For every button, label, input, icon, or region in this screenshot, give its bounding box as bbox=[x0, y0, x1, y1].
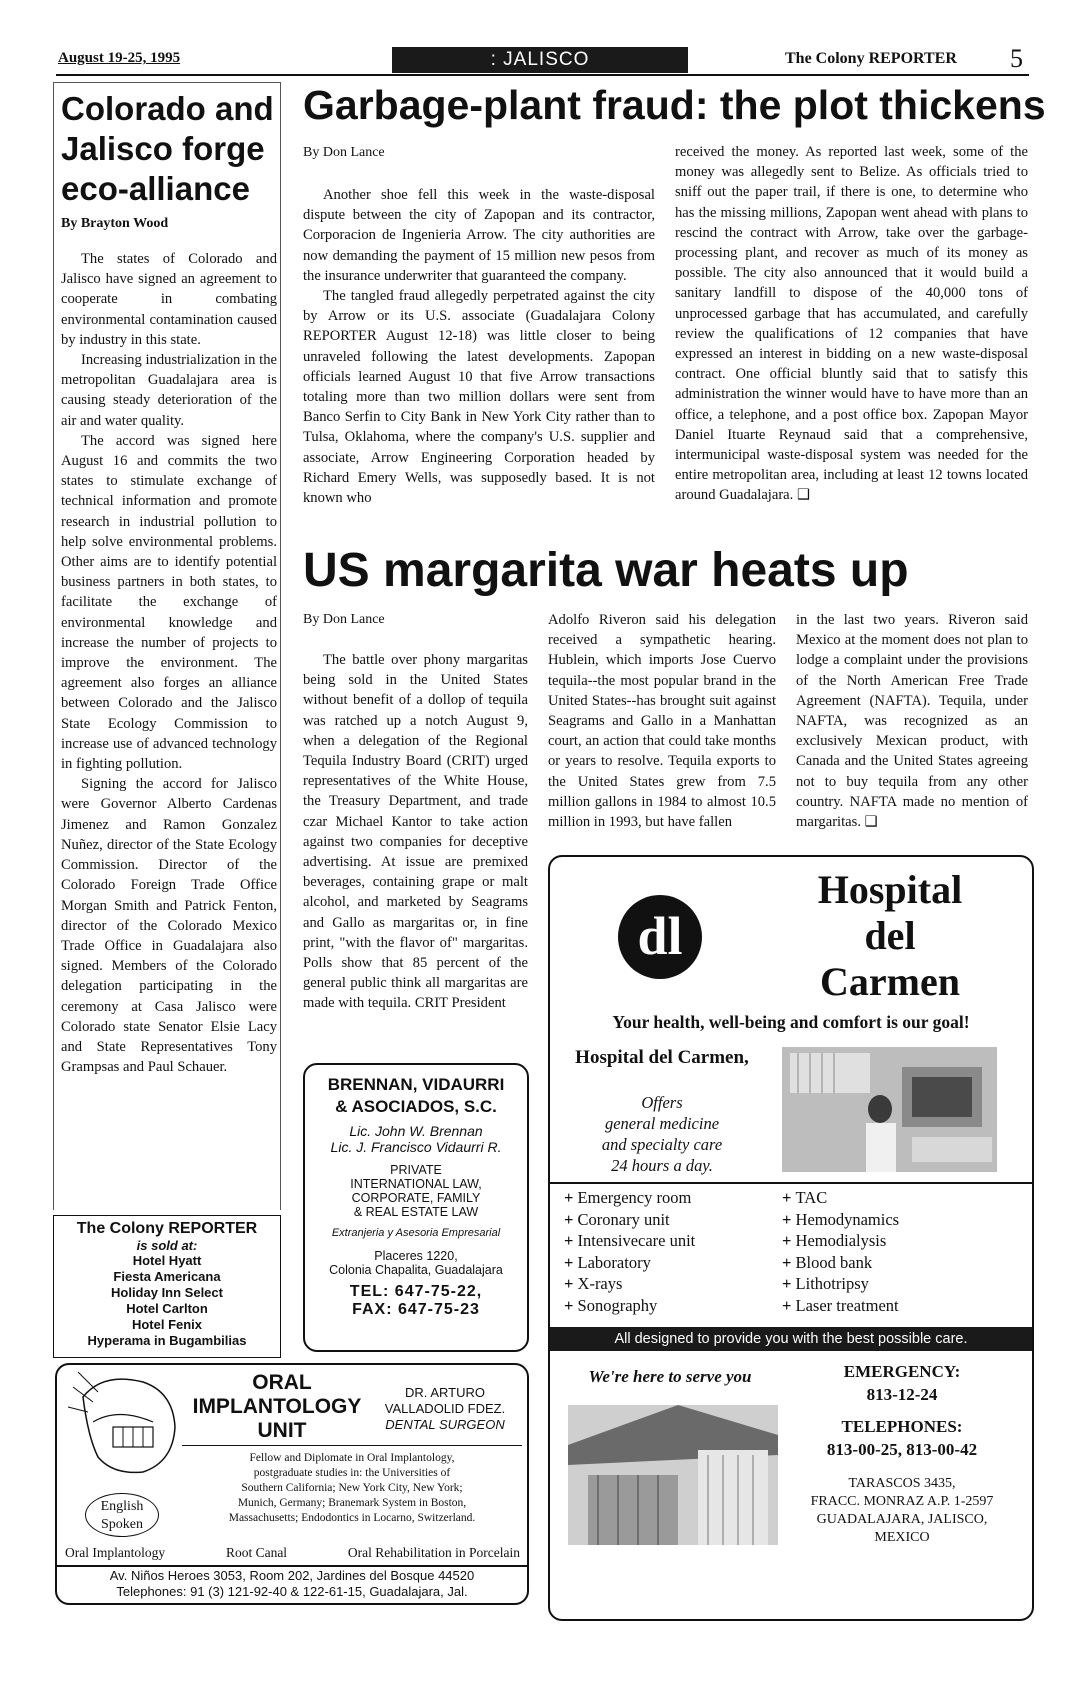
badge-line: English bbox=[100, 1499, 144, 1514]
page-number: 5 bbox=[1010, 44, 1023, 73]
colorado-byline: By Brayton Wood bbox=[61, 216, 169, 231]
brennan-ad bbox=[303, 1063, 529, 1352]
oral-title-3: UNIT bbox=[257, 1419, 307, 1442]
emergency-label: EMERGENCY: bbox=[843, 1362, 961, 1381]
english-spoken-badge bbox=[85, 1493, 159, 1537]
sold-box-title: The Colony REPORTER bbox=[76, 1220, 258, 1237]
hospital-ad bbox=[548, 855, 1034, 1621]
fax-number: FAX: 647-75-23 bbox=[352, 1301, 480, 1318]
doctor-title: DENTAL SURGEON bbox=[385, 1417, 505, 1432]
oral-title-2: IMPLANTOLOGY bbox=[192, 1395, 362, 1418]
paragraph: The tangled fraud allegedly perpetrated against the city by Arrow or its U.S. associate (Guadalajara Colony REPORTER August 12-18) was little closer to being unraveled following the latest developments. Zapopan officials learned August 10 that five Arrow transactions totaling more than two million dollars were sent from Banco Serfin to City Bank in New York City rather than to Tulsa, Oklahoma, where the company's U.S. supplier and associate, Arrow Engineering Corporation headed by Richard Emery Wells, was supposedly based. It is not known who bbox=[303, 288, 655, 507]
offer-line: Offers bbox=[641, 1093, 683, 1112]
svg-text:dl: dl bbox=[637, 906, 683, 966]
service-item: + Coronary unit bbox=[564, 1209, 670, 1229]
paragraph: The battle over phony margaritas being sold in the United States without benefit of a dollop of tequila was ratched up a notch August 9, when a delegation of the Regional Tequila Industry Board (CRIT) urged representatives of the White House, the Treasury Department, and trade czar Michael Kantor to take action against two companies for deceptive advertising. At issue are premixed beverages, containing grape or malt alcohol, and marketed by Seagrams and Gallo as margaritas or, in fine print, "with the flavor of" margaritas. Polls show that 85 percent of the general public think all margaritas are made with tequila. CRIT President bbox=[303, 652, 528, 1012]
paragraph: The accord was signed here August 16 and commits the two states to stimulate exchange of technical information and promote research in industrial pollution to help solve environmental problems. Other aims are to identify potential business partners in both states, to facilitate the exchange of environmental knowledge and increase the number of projects to improve the environment. The agreement also forges an alliance between Colorado and the Jalisco State Ecology Commission to increase use of advanced technology in fighting pollution. bbox=[61, 432, 277, 773]
credentials bbox=[187, 1451, 517, 1526]
offer-heading: Hospital del Carmen, bbox=[575, 1047, 749, 1068]
doctor-name: DR. ARTURO bbox=[405, 1385, 485, 1400]
section-label: : JALISCO bbox=[490, 49, 590, 70]
tooth-skull-illustration bbox=[63, 1367, 183, 1477]
paragraph: received the money. As reported last week, some of the money was allegedly sent to Belize. As officials tried to sniff out the paper trail, if there is one, to determine who has the missing millions, Zapopan went ahead with plans to rescind the contract with Arrow, take over the garbage-processing plant, and recover as much of its money as possible. The city also announced that it would build a sanitary landfill to dispose of the 40,000 tons of unprocessed garbage that has accumulated, and carefully review the qualifications of 12 companies that have expressed an interest in bidding on a new waste-disposal contract. One official bluntly said that to satisfy this administration the winner would have to have more than an office, a telephone, and a post office box. Zapopan Mayor Daniel Ituarte Reynaud said that a comprehensive, intermunicipal waste-disposal system was needed for the entire metropolitan area, including at least 12 towns located around Guadalajara. bbox=[675, 144, 1028, 504]
oral-title-1: ORAL bbox=[252, 1371, 312, 1394]
credential-line: Munich, Germany; Branemark System in Boston, bbox=[237, 1497, 467, 1509]
section-banner bbox=[392, 47, 688, 73]
service-item: + Laboratory bbox=[564, 1252, 651, 1272]
hospital-tagline: Your health, well-being and comfort is our goal! bbox=[612, 1012, 970, 1032]
address-line: Colonia Chapalita, Guadalajara bbox=[329, 1263, 503, 1277]
service-item: + Sonography bbox=[564, 1295, 658, 1315]
service-item: + X-rays bbox=[564, 1274, 623, 1293]
garbage-byline: By Don Lance bbox=[303, 145, 385, 160]
end-mark: ❑ bbox=[796, 487, 811, 504]
service-item: + Blood bank bbox=[782, 1252, 873, 1272]
badge-line: Spoken bbox=[101, 1517, 143, 1532]
margarita-byline: By Don Lance bbox=[303, 612, 385, 627]
address-line: FRACC. MONRAZ A.P. 1-2597 bbox=[810, 1494, 994, 1509]
hospital-title-2: del bbox=[864, 913, 916, 958]
hospital-address bbox=[782, 1475, 1022, 1547]
paragraph: Increasing industrialization in the metropolitan Guadalajara area is causing steady deterioration of the air and water quality. bbox=[61, 352, 277, 429]
services-right bbox=[782, 1187, 1022, 1316]
service-item: + TAC bbox=[782, 1188, 828, 1207]
credential-line: Fellow and Diplomate in Oral Implantology, bbox=[249, 1452, 455, 1464]
divider bbox=[550, 1182, 1032, 1184]
service-item: + Lithotripsy bbox=[782, 1274, 869, 1293]
service-item: Oral Rehabilitation in Porcelain bbox=[347, 1545, 520, 1560]
service-item: Oral Implantology bbox=[65, 1545, 166, 1560]
offer-line: 24 hours a day. bbox=[611, 1156, 713, 1175]
address-line: Placeres 1220, bbox=[374, 1249, 458, 1263]
credential-line: Southern California; New York City, New York; bbox=[241, 1482, 463, 1494]
service-line: PRIVATE bbox=[390, 1163, 442, 1177]
oral-implantology-ad bbox=[55, 1363, 529, 1605]
sold-location: Hotel Fenix bbox=[131, 1317, 203, 1332]
paragraph: Adolfo Riveron said his delegation received a sympathetic hearing. Hublein, which imports Jose Cuervo tequila--the most popular brand in the United States--has brought suit against Seagrams and Gallo in a Manhattan court, an action that could take months or years to resolve. Tequila exports to the United States grew from 7.5 million gallons in 1984 to almost 10.5 million in 1993, but have fallen bbox=[548, 612, 776, 831]
service-line: INTERNATIONAL LAW, bbox=[350, 1177, 482, 1191]
clinic-phones: Telephones: 91 (3) 121-92-40 & 122-61-15, Guadalajara, Jal. bbox=[116, 1584, 468, 1599]
credential-line: postgraduate studies in: the Universities of bbox=[253, 1467, 451, 1479]
sold-location: Holiday Inn Select bbox=[111, 1285, 223, 1300]
margarita-column-2 bbox=[548, 610, 776, 832]
sold-at-box bbox=[53, 1215, 281, 1358]
serve-slogan: We're here to serve you bbox=[588, 1367, 752, 1386]
service-item: + Hemodynamics bbox=[782, 1209, 900, 1229]
issue-date: August 19-25, 1995 bbox=[58, 50, 181, 66]
paragraph: Signing the accord for Jalisco were Governor Alberto Cardenas Jimenez and Ramon Gonzalez Nuñez, director of the State Ecology Commission. Director of the Colorado Foreign Trade Office Morgan Smith and Patrick Fenton, director of the Colorado Mexico Trade Office in Guadalajara also signed. Members of the Colorado delegation participating in the ceremony at Casa Jalisco were Colorado state Senator Elsie Lacy and State Representatives Tony Grampsas and Paul Schauer. bbox=[61, 776, 277, 1076]
address-line: MEXICO bbox=[874, 1530, 930, 1545]
colorado-body bbox=[61, 249, 277, 1077]
service-row bbox=[65, 1545, 520, 1561]
tel-number: TEL: 647-75-22, bbox=[349, 1283, 483, 1300]
margarita-headline: US margarita war heats up bbox=[303, 544, 909, 597]
firm-name-1: BRENNAN, VIDAURRI bbox=[327, 1075, 505, 1094]
offer-line: and specialty care bbox=[601, 1135, 723, 1154]
address-line: GUADALAJARA, JALISCO, bbox=[816, 1512, 988, 1527]
service-item: Root Canal bbox=[225, 1545, 288, 1560]
sold-box-subtitle: is sold at: bbox=[136, 1238, 198, 1253]
offer-text bbox=[562, 1092, 762, 1176]
services-left bbox=[564, 1187, 784, 1316]
colorado-headline: Colorado and Jalisco forge eco-alliance bbox=[61, 90, 274, 207]
service-item: + Hemodialysis bbox=[782, 1231, 887, 1250]
lawyer-name: Lic. J. Francisco Vidaurri R. bbox=[330, 1139, 502, 1155]
garbage-headline: Garbage-plant fraud: the plot thickens bbox=[303, 82, 1046, 128]
firm-name-2: & ASOCIADOS, S.C. bbox=[335, 1097, 497, 1116]
sold-location: Hotel Hyatt bbox=[132, 1253, 202, 1268]
header-rule bbox=[56, 74, 1029, 76]
divider bbox=[57, 1565, 527, 1567]
lawyer-name: Lic. John W. Brennan bbox=[349, 1123, 483, 1139]
offer-line: general medicine bbox=[604, 1114, 720, 1133]
service-item: + Laser treatment bbox=[782, 1295, 899, 1315]
paragraph: in the last two years. Riveron said Mexico at the moment does not plan to lodge a complaint under the provisions of the North American Free Trade Agreement (NAFTA). Tequila, under NAFTA, was recognized as an exclusively Mexican product, with Canada and the United States agreeing not to buy tequila from any other country. NAFTA made no mention of margaritas. bbox=[796, 612, 1028, 831]
end-mark: ❑ bbox=[864, 814, 878, 831]
service-item: + Intensivecare unit bbox=[564, 1231, 696, 1250]
colorado-article bbox=[53, 82, 281, 1210]
doctor-name: VALLADOLID FDEZ. bbox=[384, 1401, 506, 1416]
garbage-column-2 bbox=[675, 142, 1028, 506]
emergency-number: 813-12-24 bbox=[866, 1385, 938, 1404]
sold-location: Fiesta Americana bbox=[113, 1269, 221, 1284]
hospital-title-3: Carmen bbox=[820, 959, 960, 1004]
paragraph: Another shoe fell this week in the waste-disposal dispute between the city of Zapopan and its contractor, Corporacion de Ingenieria Arrow. The city authorities are now demanding the payment of 15 million new pesos from the insurance underwriter that guaranteed the company. bbox=[303, 187, 655, 284]
telephones-numbers: 813-00-25, 813-00-42 bbox=[826, 1440, 978, 1459]
service-line: & REAL ESTATE LAW bbox=[353, 1205, 479, 1219]
hospital-logo bbox=[615, 892, 705, 982]
garbage-column-1 bbox=[303, 185, 655, 508]
sold-location: Hotel Carlton bbox=[126, 1301, 208, 1316]
paragraph: The states of Colorado and Jalisco have signed an agreement to cooperate in combating environmental contamination caused by industry in this state. bbox=[61, 251, 277, 348]
hospital-title-1: Hospital bbox=[817, 867, 963, 912]
address-line: TARASCOS 3435, bbox=[848, 1476, 956, 1491]
service-item: + Emergency room bbox=[564, 1188, 692, 1207]
spanish-services: Extranjeria y Asesoria Empresarial bbox=[331, 1227, 501, 1239]
care-banner: All designed to provide you with the best possible care. bbox=[550, 1327, 1032, 1351]
paper-name: The Colony REPORTER bbox=[785, 50, 957, 67]
credential-line: Massachusetts; Endodontics in Locarno, Switzerland. bbox=[228, 1512, 476, 1524]
hospital-building-photo bbox=[568, 1405, 778, 1545]
divider bbox=[182, 1445, 522, 1446]
margarita-column-1 bbox=[303, 650, 528, 1014]
margarita-column-3 bbox=[796, 610, 1028, 832]
telephones-label: TELEPHONES: bbox=[841, 1417, 963, 1436]
hospital-room-photo bbox=[782, 1047, 997, 1172]
service-line: CORPORATE, FAMILY bbox=[351, 1191, 481, 1205]
clinic-address: Av. Niños Heroes 3053, Room 202, Jardines del Bosque 44520 bbox=[109, 1568, 475, 1583]
sold-location: Hyperama in Bugambilias bbox=[87, 1333, 247, 1348]
